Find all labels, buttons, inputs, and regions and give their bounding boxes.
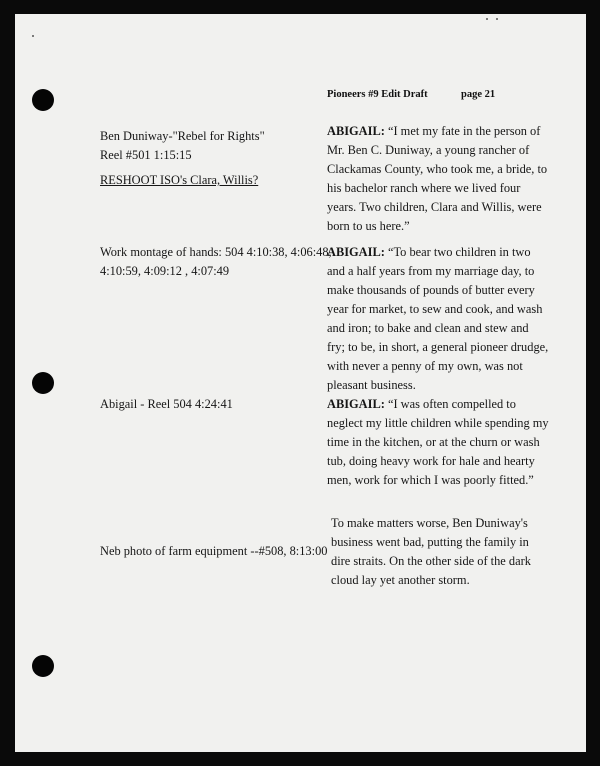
- narration-3: [327, 395, 549, 490]
- shot-note-line: Ben Duniway-"Rebel for Rights": [100, 129, 265, 143]
- narration-text: “I met my fate in the person of Mr. Ben C. Duniway, a young rancher of Clackamas County, who took me, a bride, to his bachelor ranch where we lived four years. Two children, Clara and Willis, were born to us here.”: [327, 124, 548, 233]
- narration-1: [327, 122, 549, 236]
- shot-note-line: Work montage of hands: 504 4:10:38, 4:06:48,: [100, 245, 332, 259]
- speaker-label: ABIGAIL:: [327, 245, 385, 259]
- narration-text: “To bear two children in two and a half years from my marriage day, to make thousands of pounds of butter every year for market, to sew and cook, and wash and iron; to bake and clean and stew and fry; to be, in short, a general pioneer drudge, with never a penny of my own, was not pleasant business.: [327, 245, 549, 392]
- narration-4: [331, 514, 549, 590]
- narration-text: “I was often compelled to neglect my little children while spending my time in the kitchen, or at the churn or wash tub, doing heavy work for hale and hearty men, work for which I was poorly fitted.”: [327, 397, 549, 487]
- shot-notes-4: [100, 542, 328, 561]
- document-page: [15, 14, 586, 752]
- narration-2: [327, 243, 549, 395]
- shot-notes-2: [100, 243, 332, 281]
- speaker-label: ABIGAIL:: [327, 124, 385, 138]
- paper-speck: [32, 35, 34, 37]
- shot-notes-1: [100, 127, 325, 190]
- shot-note-line: Reel #501 1:15:15: [100, 148, 192, 162]
- punch-hole-middle: [32, 372, 54, 394]
- paper-speck: [486, 18, 488, 20]
- shot-notes-3: [100, 395, 325, 414]
- shot-note-line: 4:10:59, 4:09:12 , 4:07:49: [100, 264, 230, 278]
- punch-hole-top: [32, 89, 54, 111]
- reshoot-note: RESHOOT ISO's Clara, Willis?: [100, 173, 259, 187]
- shot-note-line: Abigail - Reel 504 4:24:41: [100, 397, 233, 411]
- paper-speck: [496, 18, 498, 20]
- narration-text: To make matters worse, Ben Duniway's business went bad, putting the family in dire straits. On the other side of the dark cloud lay yet another storm.: [331, 516, 531, 587]
- punch-hole-bottom: [32, 655, 54, 677]
- shot-note-line: Neb photo of farm equipment --#508, 8:13:00: [100, 544, 328, 558]
- page-number: page 21: [461, 89, 496, 100]
- document-title: Pioneers #9 Edit Draft: [327, 89, 428, 100]
- speaker-label: ABIGAIL:: [327, 397, 385, 411]
